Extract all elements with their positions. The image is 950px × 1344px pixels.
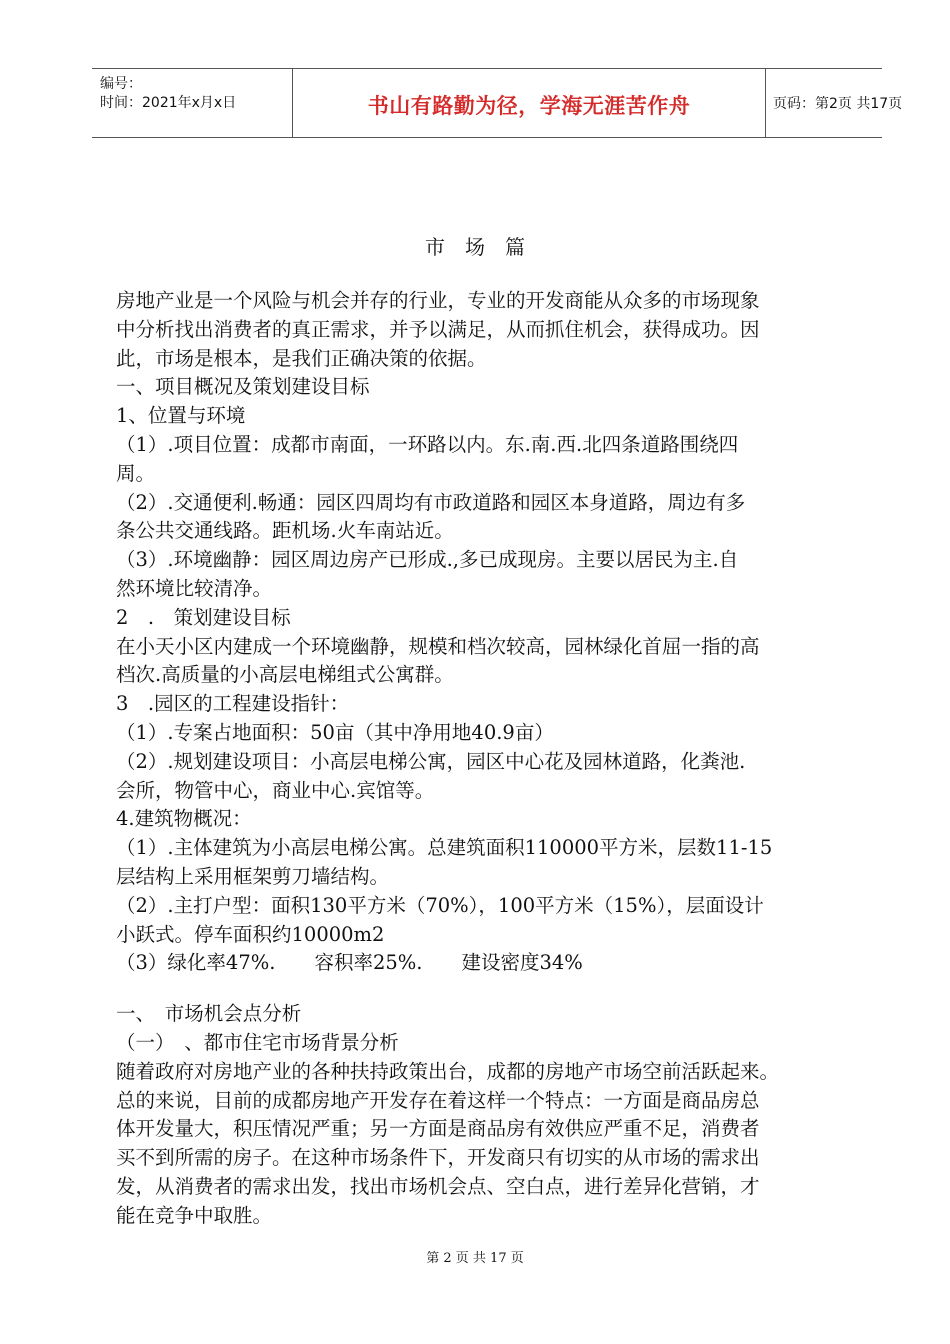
text-line: 买不到所需的房子。在这种市场条件下，开发商只有切实的从市场的需求出	[116, 1146, 760, 1170]
text-line: 随着政府对房地产业的各种扶持政策出台，成都的房地产市场空前活跃起来。	[116, 1059, 780, 1083]
code-label: 编号：	[100, 76, 142, 92]
text-line: （2）.规划建设项目：小高层电梯公寓，园区中心花及园林道路，化粪池.	[116, 749, 746, 773]
text-line: （3）.环境幽静：园区周边房产已形成.,多已成现房。主要以居民为主.自	[116, 548, 739, 572]
text-line: （一） 、都市住宅市场背景分析	[116, 1030, 399, 1054]
time-line: 时间：2021年x月x日	[100, 95, 237, 111]
section-title: 市 场 篇	[425, 235, 525, 259]
text-line: 1、位置与环境	[116, 404, 246, 428]
text-line: （1）.项目位置：成都市南面，一环路以内。东.南.西.北四条道路围绕四	[116, 432, 739, 456]
page-footer: 第 2 页 共 17 页	[426, 1251, 524, 1266]
header-slogan: 书山有路勤为径，学海无涯苦作舟	[367, 94, 691, 118]
text-line: （2）.主打户型：面积130平方米（70%），100平方米（15%），层面设计	[116, 893, 764, 917]
text-line: 此，市场是根本，是我们正确决策的依据。	[116, 346, 487, 370]
text-line: 小跃式。停车面积约10000m2	[116, 922, 385, 946]
text-line: 一、 市场机会点分析	[116, 1002, 302, 1026]
text-line: 层结构上采用框架剪刀墙结构。	[116, 864, 390, 888]
text-line: 总的来说，目前的成都房地产开发存在着这样一个特点：一方面是商品房总	[116, 1088, 760, 1112]
text-line: 在小天小区内建成一个环境幽静，规模和档次较高，园林绿化首屈一指的高	[116, 634, 760, 658]
text-line: 4.建筑物概况：	[116, 807, 252, 831]
header-page-info: 页码：第2页 共17页	[773, 96, 903, 112]
text-line: 档次.高质量的小高层电梯组式公寓群。	[116, 663, 454, 687]
text-line: 然环境比较清净。	[116, 576, 273, 600]
text-line: 3 .园区的工程建设指针：	[116, 692, 350, 716]
text-line: 条公共交通线路。距机场.火车南站近。	[116, 519, 454, 543]
document-body	[116, 287, 871, 1231]
header-slogan-cell	[292, 69, 766, 137]
text-line: （3）绿化率47%. 容积率25%. 建设密度34%	[116, 951, 583, 975]
text-line: （1）.主体建筑为小高层电梯公寓。总建筑面积110000平方米，层数11-15	[116, 836, 773, 860]
paragraph-gap	[116, 978, 871, 1000]
text-line: （1）.专案占地面积：50亩（其中净用地40.9亩）	[116, 720, 554, 744]
page-header	[92, 68, 903, 138]
text-line: 周。	[116, 461, 156, 485]
text-line: 会所，物管中心，商业中心.宾馆等。	[116, 778, 435, 802]
header-page-cell	[765, 69, 903, 137]
text-line: 中分析找出消费者的真正需求，并予以满足，从而抓住机会，获得成功。因	[116, 317, 760, 341]
text-line: 发，从消费者的需求出发，找出市场机会点、空白点，进行差异化营销，才	[116, 1174, 760, 1198]
text-line: 房地产业是一个风险与机会并存的行业，专业的开发商能从众多的市场现象	[116, 289, 760, 312]
text-line: 一、项目概况及策划建设目标	[116, 375, 370, 399]
text-line: 能在竞争中取胜。	[116, 1203, 273, 1227]
text-line: 2 . 策划建设目标	[116, 605, 291, 629]
text-line: 体开发量大，积压情况严重；另一方面是商品房有效供应严重不足，消费者	[116, 1117, 760, 1141]
header-info-cell	[92, 69, 292, 137]
text-line: （2）.交通便利.畅通：园区四周均有市政道路和园区本身道路，周边有多	[116, 490, 746, 514]
